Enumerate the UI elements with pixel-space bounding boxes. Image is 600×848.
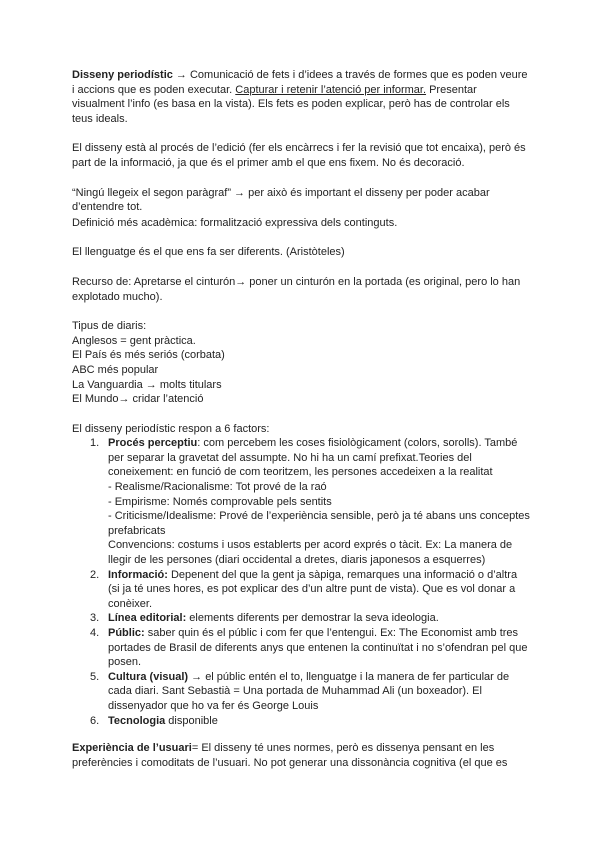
tipus-diaris-title: Tipus de diaris: bbox=[72, 320, 147, 333]
factor-item: 3. Línea editorial: elements diferents per demostrar la seva ideologia. bbox=[90, 612, 439, 625]
factors-list bbox=[72, 436, 530, 728]
paragraph-recurso: Recurso de: Apretarse el cinturón→ poner un cinturón en la portada (es original, pero lo han explotado mucho). bbox=[72, 275, 521, 303]
paragraph-definition: Disseny periodístic → Comunicació de fets i d’idees a través de formes que es poden veure i accions que es poden executar. Capturar i retenir l’atenció per informar. Presentar visualment l’info (es basa en la vista). Els fets es poden explicar, però has de controlar els teus ideals. bbox=[72, 69, 528, 125]
paragraph-llenguatge: El llenguatge és el que ens fa ser diferents. (Aristòteles) bbox=[72, 246, 345, 259]
list-item: ABC més popular bbox=[72, 363, 159, 376]
term-disseny-periodistic: Disseny periodístic bbox=[72, 69, 173, 81]
section-tipus-diaris bbox=[72, 319, 530, 407]
convencions-text: Convencions: costums i usos establerts per acord exprés o tàcit. Ex: La manera de llegir de les persones (diari occidental a dretes, diaris japonesos a esquerres) bbox=[108, 539, 513, 567]
list-item: La Vanguardia → molts titulars bbox=[72, 378, 222, 391]
factor-item: 2. Informació: Depenent del que la gent ja sàpiga, remarques una informació o d’altra (si ja té unes hores, es pot explicar des d’un altre punt de vista). Que es vol donar a conèixer. bbox=[90, 568, 518, 610]
paragraph-definicio-academica: Definició més acadèmica: formalització expressiva dels continguts. bbox=[72, 216, 398, 229]
document-page bbox=[72, 68, 530, 770]
factors-intro: El disseny periodístic respon a 6 factors: bbox=[72, 422, 270, 435]
section-factors bbox=[72, 422, 530, 728]
factor-item: 5. Cultura (visual) → el públic entén el to, llenguatge i la manera de fer particular de cada diari. Sant Sebastià = Una portada de Muhammad Ali (un boxeador). El dissenyador que ho va fer és George Louis bbox=[90, 670, 510, 712]
list-item: Anglesos = gent pràctica. bbox=[72, 334, 196, 347]
list-item: El Mundo→ cridar l’atenció bbox=[72, 393, 204, 406]
sub-item: - Empirisme: Només comprovable pels sentits bbox=[108, 495, 332, 508]
factor-item: 4. Públic: saber quin és el públic i com fer que l’entengui. Ex: The Economist amb tres portades de Brasil de diferents anys que entenen la continuïtat i no s’ofendran pel que posen. bbox=[90, 627, 528, 669]
list-item: El País és més seriós (corbata) bbox=[72, 349, 225, 362]
paragraph-experiencia-usuari: Experiència de l’usuari= El disseny té unes normes, però es dissenya pensant en les preferències i comoditats de l’usuari. No pot generar una dissonància cognitiva (el que es bbox=[72, 742, 508, 769]
sub-item: - Realisme/Racionalisme: Tot prové de la raó bbox=[108, 481, 327, 494]
factor-item: 1. Procés perceptiu: com percebem les coses fisiològicament (colors, sorolls). També per separar la gravetat del assumpte. No hi ha un camí prefixat.Teories del coneixement: en funció de com teoritzem, les persones accedeixen a la realitat - Realisme/Racionalisme: Tot prové de la raó - Empirisme: Només comprovable pels sentits - Criticisme/Idealisme: Prové de l’experiència sensible, però ja té abans uns conceptes prefabricats Convencions: costums i usos establerts per acord exprés o tàcit. Ex: La manera de llegir de les persones (diari occidental a dretes, diaris japonesos a esquerres) bbox=[90, 437, 530, 567]
paragraph-edicio: El disseny està al procés de l’edició (fer els encàrrecs i fer la revisió que tot encaixa), però és part de la informació, ja que és el primer amb el que ens fixem. No és decoració. bbox=[72, 142, 526, 169]
paragraph-quote: “Ningú llegeix el segon paràgraf” → per això és important el disseny per poder acabar d’entendre tot. bbox=[72, 186, 490, 214]
underlined-key-phrase: Capturar i retenir l’atenció per informar. bbox=[235, 83, 427, 96]
factor-item: 6. Tecnologia disponible bbox=[90, 714, 218, 727]
sub-item: - Criticisme/Idealisme: Prové de l’experiència sensible, però ja té abans uns conceptes prefabricats bbox=[108, 510, 530, 537]
term-experiencia-usuari: Experiència de l’usuari bbox=[72, 742, 192, 755]
